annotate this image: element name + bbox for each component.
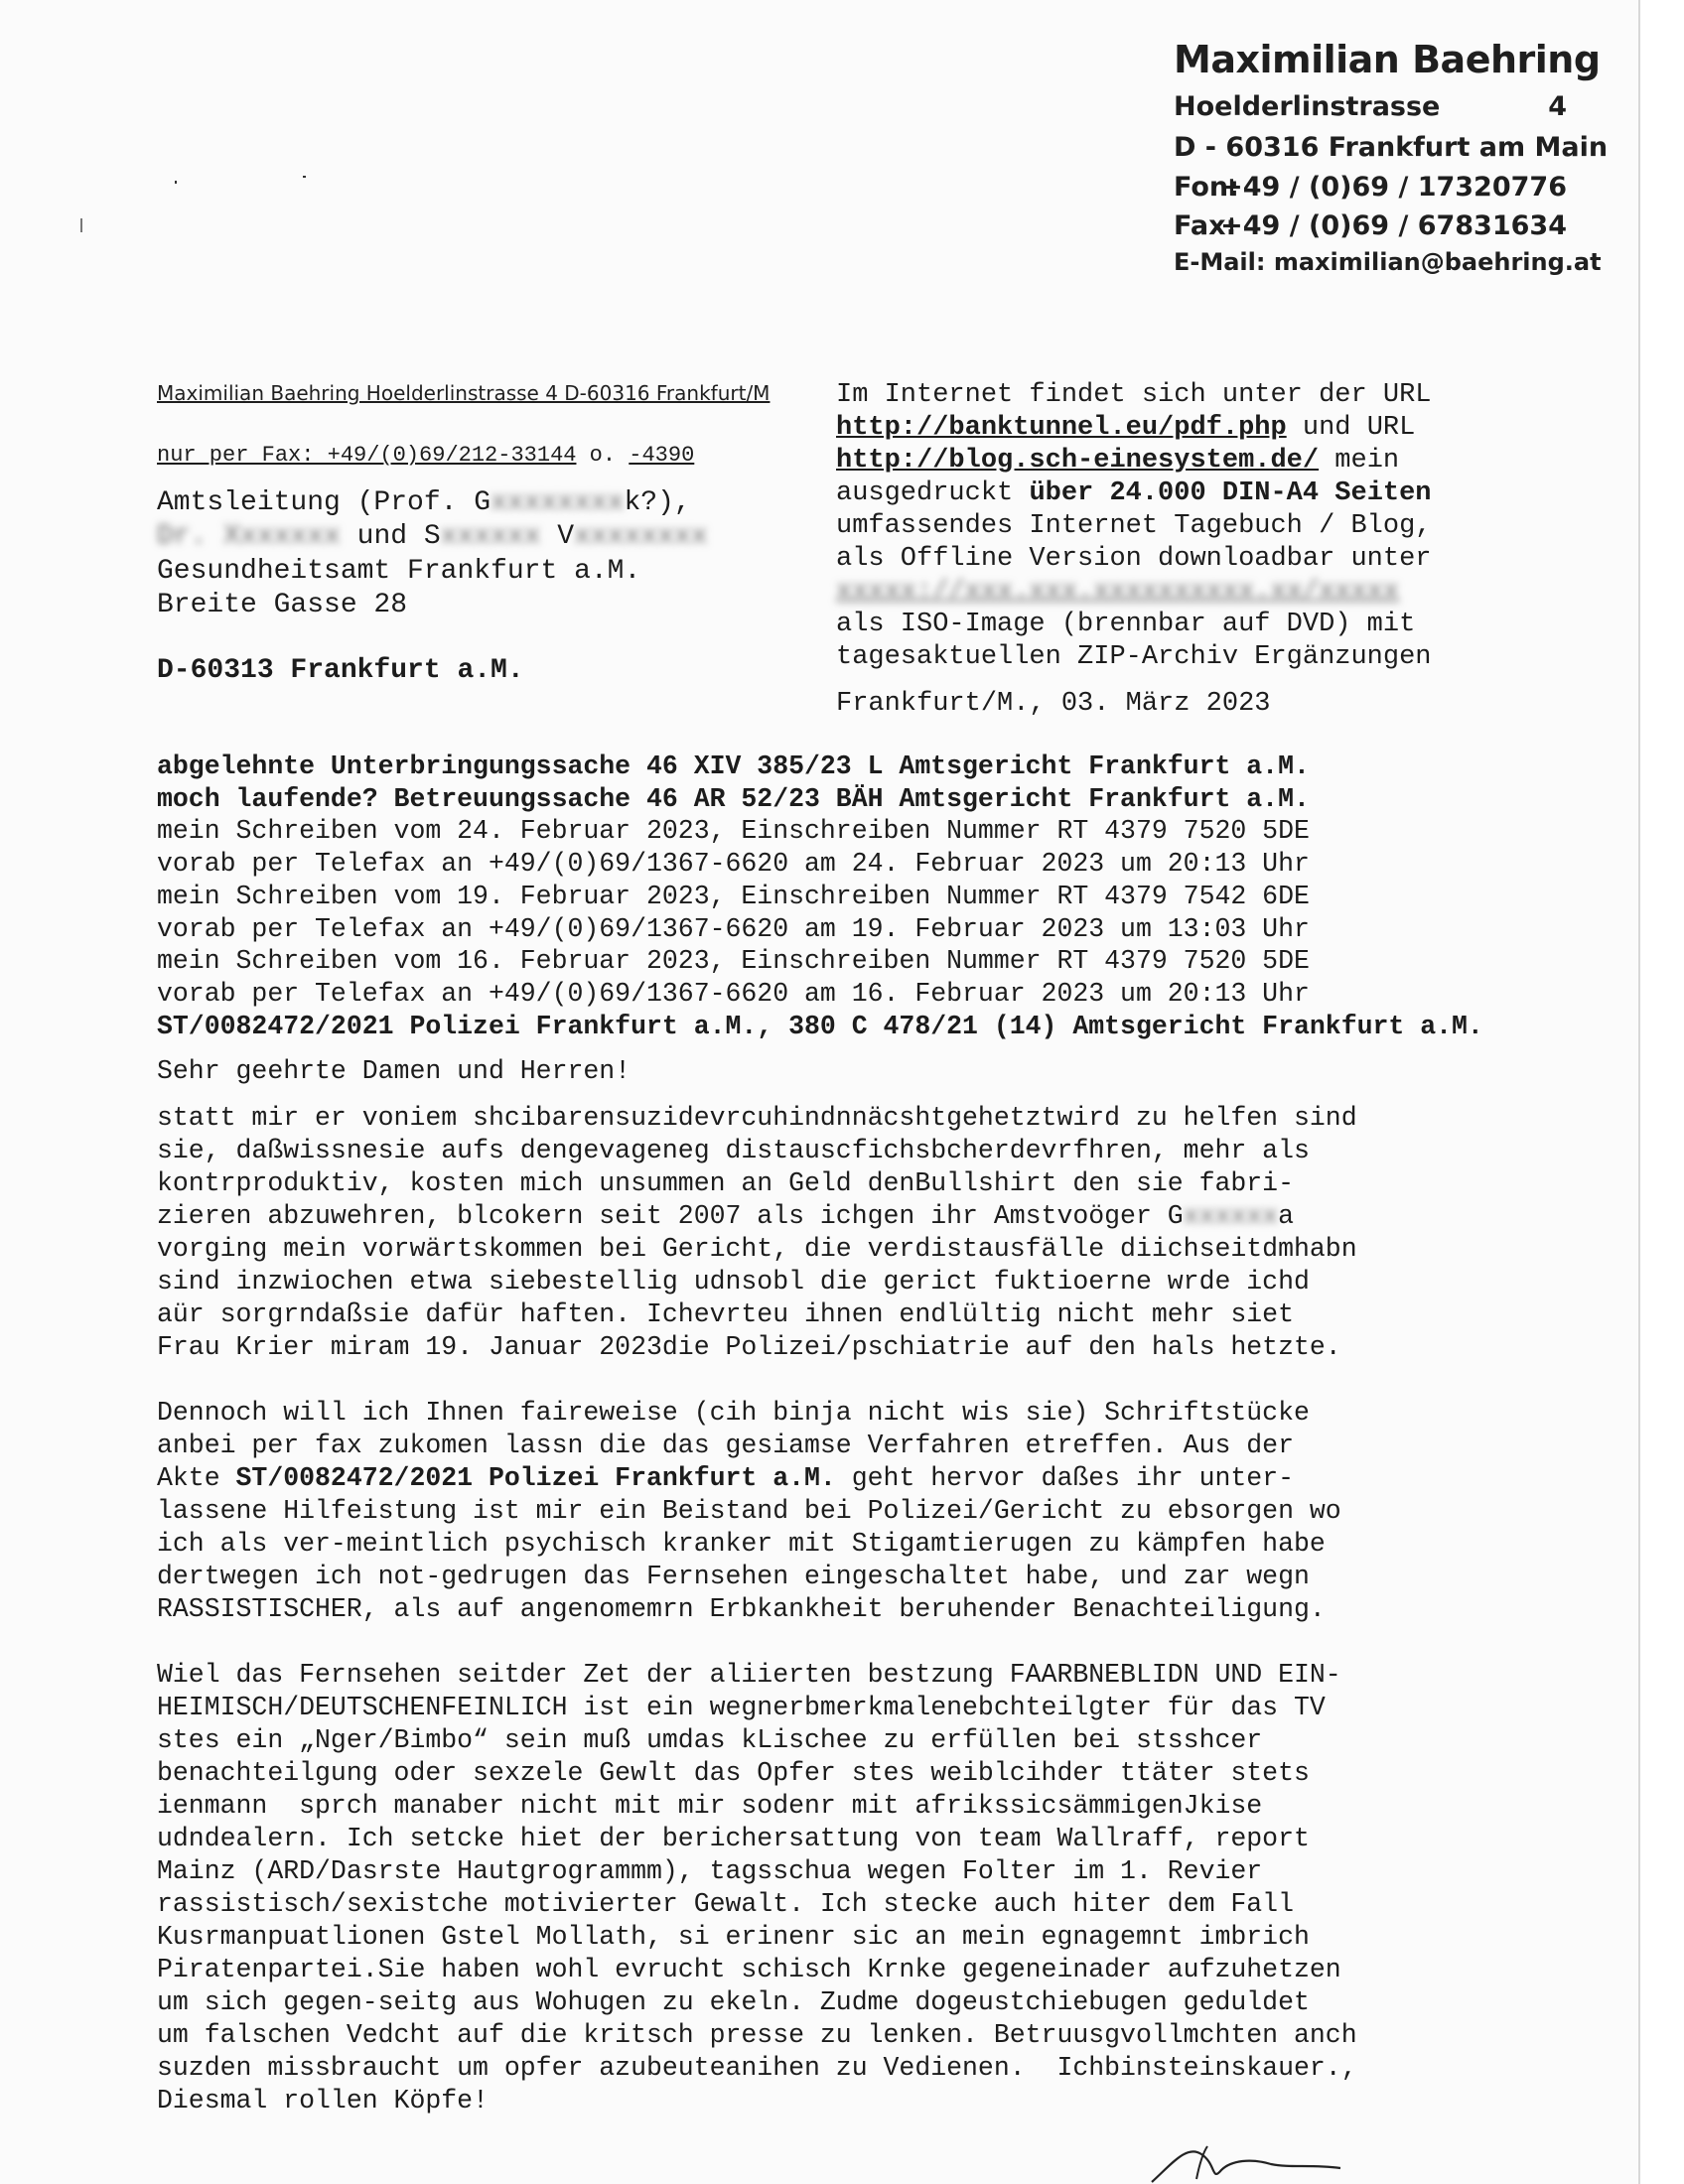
letterhead-street: Hoelderlinstrasse: [1174, 91, 1441, 122]
recipient-line-2: Dr. Xxxxxxx und Sxxxxxx Vxxxxxxxx: [157, 521, 708, 553]
info-line: [836, 576, 1432, 609]
reference-line: vorab per Telefax an +49/(0)69/1367-6620 am 19. Februar 2023 um 13:03 Uhr: [157, 913, 1310, 944]
letter-body: [157, 1102, 1357, 2117]
bleed-through-text: [107, 56, 114, 86]
recipient-line-4: Breite Gasse 28: [157, 590, 408, 621]
fax-label: Fax:: [1174, 210, 1237, 241]
reference-line: moch laufende? Betreuungssache 46 AR 52/23 BÄH Amtsgericht Frankfurt a.M.: [157, 783, 1310, 814]
scan-speck: [80, 218, 82, 232]
reference-line: vorab per Telefax an +49/(0)69/1367-6620 am 16. Februar 2023 um 20:13 Uhr: [157, 978, 1310, 1009]
url-banktunnel[interactable]: http://banktunnel.eu/pdf.php: [836, 413, 1287, 443]
info-line: als ISO-Image (brennbar auf DVD) mit: [836, 610, 1416, 639]
info-line: als Offline Version downloadbar unter: [836, 544, 1432, 574]
letterhead-phone-line: [1174, 172, 1567, 203]
sender-return-address: Maximilian Baehring Hoelderlinstrasse 4 D-60316 Frankfurt/M: [157, 381, 771, 405]
reference-block: [157, 751, 1483, 1042]
url-blog[interactable]: http://blog.sch-einesystem.de/: [836, 446, 1320, 476]
recipient-line-1: Amtsleitung (Prof. Gxxxxxxxxk?),: [157, 487, 691, 518]
letterhead-street-line: [1174, 91, 1567, 122]
letterhead-house-number: 4: [1548, 91, 1567, 122]
scan-speck: [175, 181, 177, 184]
info-line: http://banktunnel.eu/pdf.php und URL: [836, 413, 1416, 443]
letter-date: Frankfurt/M., 03. März 2023: [836, 689, 1271, 719]
phone-number: +49 / (0)69 / 17320776: [1220, 172, 1567, 203]
paragraph-1: statt mir er voniem shcibarensuzidevrcuhindnnäcshtgehetztwird zu helfen sind sie, daßwissnesie aufs dengevageneg distauscfichsbcherdevrfhren, mehr als kontrproduktiv, kosten mich unsummen an Geld denBullshirt den sie fabri- zieren abzuwehren, blcokern seit 2007 als ichgen ihr Amstvoöger Gxxxxxxa vorging mein vorwärtskommen bei Gericht, die verdistausfälle diichseitdmhabn sind inzwiochen etwa siebestellig udnsobl die gerict fuktioerne wrde ichd aür sorgrndaßsie dafür haften. Ichevrteu ihnen endlültig nicht mehr siet Frau Krier miram 19. Januar 2023die Polizei/pschiatrie auf den hals hetzte.: [157, 1103, 1357, 1362]
reference-line: ST/0082472/2021 Polizei Frankfurt a.M., 380 C 478/21 (14) Amtsgericht Frankfurt a.M.: [157, 1011, 1483, 1041]
paragraph-2: Dennoch will ich Ihnen faireweise (cih binja nicht wis sie) Schriftstücke anbei per fax zukomen lassn die das gesiamse Verfahren etreffen. Aus der Akte ST/0082472/2021 Polizei Frankfurt a.M. geht hervor daßes ihr unter- lassene Hilfeistung ist mir ein Beistand bei Polizei/Gericht zu ebsorgen wo ich als ver-meintlich psychisch kranker mit Stigamtierugen zu kämpfen habe dertwegen ich not-gedrugen das Fernsehen eingeschaltet habe, und zar wegn RASSISTISCHER, als auf angenomemrn Erbkankheit beruhender Benachteiligung.: [157, 1398, 1341, 1624]
salutation: Sehr geehrte Damen und Herren!: [157, 1056, 632, 1086]
reference-line: vorab per Telefax an +49/(0)69/1367-6620 am 24. Februar 2023 um 20:13 Uhr: [157, 849, 1310, 880]
reference-line: mein Schreiben vom 24. Februar 2023, Einschreiben Nummer RT 4379 7520 5DE: [157, 816, 1310, 847]
letterhead-fax-line: [1174, 210, 1567, 241]
info-line: http://blog.sch-einesystem.de/ mein: [836, 446, 1400, 476]
scan-speck: [303, 176, 306, 178]
fax-number-extension: -4390: [629, 443, 695, 468]
reference-line: abgelehnte Unterbringungssache 46 XIV 385/23 L Amtsgericht Frankfurt a.M.: [157, 751, 1310, 781]
redacted-name: xxxxxx: [1183, 1201, 1279, 1231]
redacted-name: Dr. Xxxxxxx: [157, 521, 341, 553]
info-line: Im Internet findet sich unter der URL: [836, 380, 1432, 410]
letterhead-name: Maximilian Baehring: [1174, 38, 1601, 81]
info-line: ausgedruckt über 24.000 DIN-A4 Seiten: [836, 478, 1432, 508]
letterhead-city: D - 60316 Frankfurt am Main: [1174, 132, 1609, 163]
info-line: tagesaktuellen ZIP-Archiv Ergänzungen: [836, 642, 1432, 672]
internet-info-block: [836, 379, 1432, 674]
redacted-name: xxxxxxxx: [574, 521, 708, 553]
reference-line: mein Schreiben vom 16. Februar 2023, Einschreiben Nummer RT 4379 7520 5DE: [157, 946, 1310, 977]
redacted-name: xxxxxxxx: [491, 487, 625, 518]
paragraph-3: Wiel das Fernsehen seitder Zet der aliierten bestzung FAARBNEBLIDN UND EIN- HEIMISCH/DEUTSCHENFEINLICH ist ein wegnerbmerkmalenebchteilgter für das TV stes ein „Nger/Bimbo“ sein muß umdas kLischee zu erfüllen bei stsshcer benachteilgung oder sexzele Gewlt das Opfer stes weiblcihder ttäter stets ienmann sprch manaber nicht mit mir sodenr mit afrikssicsämmigenJkise udndealern. Ich setcke hiet der berichersattung von team Wallraff, report Mainz (ARD/Dasrste Hautgrogrammm), tagsschua wegen Folter im 1. Revier rassistisch/sexistche motivierter Gewalt. Ich stecke auch hiter dem Fall Kusrmanpuatlionen Gstel Mollath, si erinenr sic an mein egnagemnt imbrich Piratenpartei.Sie haben wohl evrucht schisch Krnke gegeneinader aufzuhetzen um sich gegen-seitg aus Wohugen zu ekeln. Zudme dogeustchiebugen geduldet um falschen Vedcht auf die kritsch presse zu lenken. Betruusgvollmchten anch suzden missbraucht um opfer azubeuteanihen zu Vedienen. Ichbinsteinskauer., Diesmal rollen Köpfe!: [157, 1660, 1357, 2116]
signature: [1142, 2134, 1360, 2184]
recipient-city: D-60313 Frankfurt a.M.: [157, 655, 524, 686]
redacted-download-url: xxxxx://xxx.xxx.xxxxxxxxxx.xx/xxxxx: [836, 577, 1400, 607]
fax-note: [157, 443, 694, 468]
info-line: umfassendes Internet Tagebuch / Blog,: [836, 511, 1432, 541]
fax-number-main: nur per Fax: +49/(0)69/212-33144: [157, 443, 577, 468]
fax-number: +49 / (0)69 / 67831634: [1220, 210, 1567, 241]
fax-note-separator: o.: [576, 443, 630, 468]
redacted-name: xxxxxx: [440, 521, 541, 553]
reference-line: mein Schreiben vom 19. Februar 2023, Einschreiben Nummer RT 4379 7542 6DE: [157, 881, 1310, 911]
phone-label: Fon:: [1174, 172, 1239, 203]
recipient-line-3: Gesundheitsamt Frankfurt a.M.: [157, 555, 641, 587]
recipient-address: [157, 486, 708, 623]
letterhead-email: E-Mail: maximilian@baehring.at: [1174, 248, 1602, 276]
